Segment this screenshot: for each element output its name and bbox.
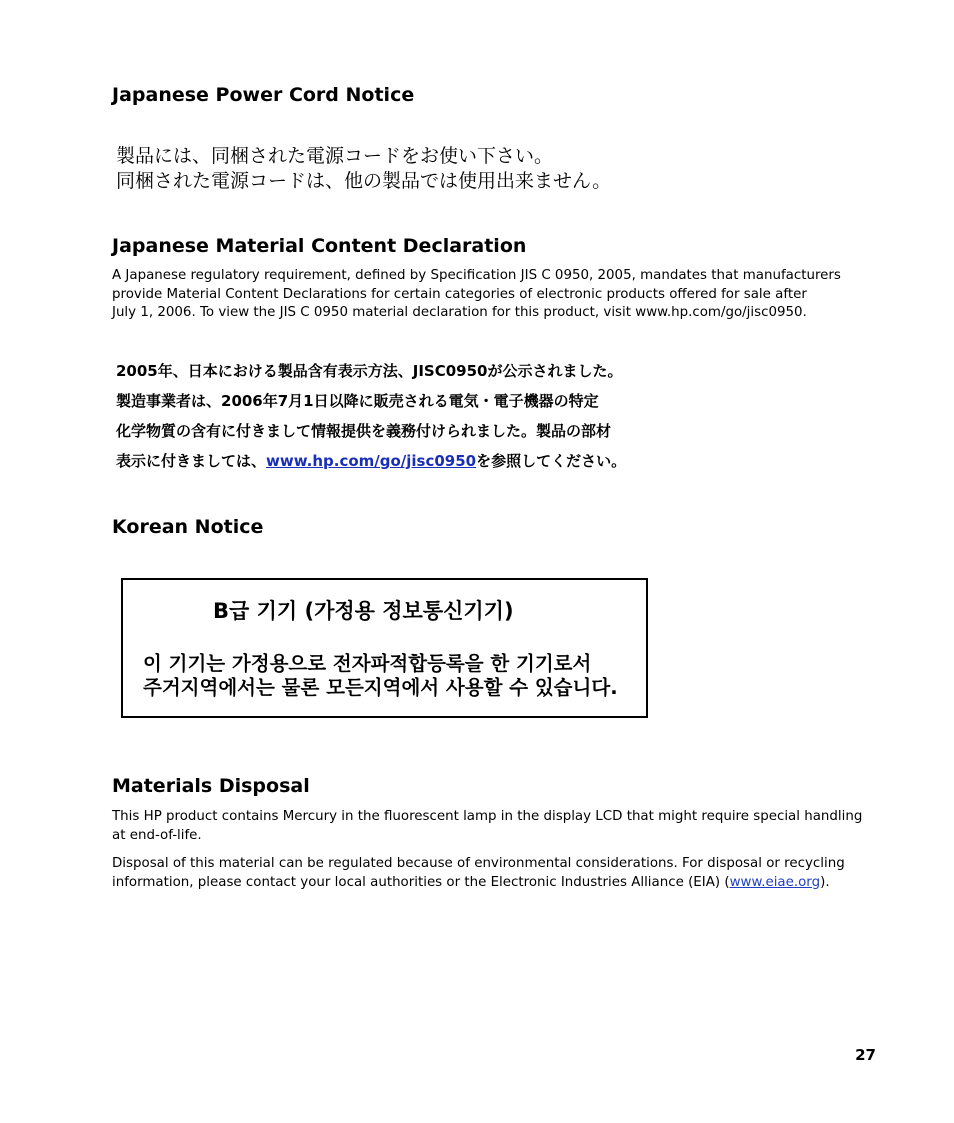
material-jp-line-4-prefix: 表示に付きましては、 <box>116 452 267 470</box>
power-cord-jp-line-2: 同梱された電源コードは、他の製品では使用出来ません。 <box>116 170 612 192</box>
korean-notice-body <box>143 652 618 700</box>
material-jp-line-4 <box>116 446 626 476</box>
korean-notice-title: B급 기기 (가정용 정보통신기기) <box>213 599 514 623</box>
japanese-power-cord-text <box>116 144 611 194</box>
material-content-paragraph <box>112 267 872 323</box>
disposal-p2-line-2-prefix: information, please contact your local authorities or the Electronic Industries Alliance (EIA) ( <box>112 874 730 890</box>
page-number: 27 <box>855 1046 876 1064</box>
korean-notice-line-1: 이 기기는 가정용으로 전자파적합등록을 한 기기로서 <box>143 652 592 675</box>
disposal-p1-line-2: at end-of-life. <box>112 827 202 843</box>
heading-japanese-power-cord-notice: Japanese Power Cord Notice <box>112 84 415 106</box>
material-jp-line-1: 2005年、日本における製品含有表示方法、JISC0950が公示されました。 <box>116 362 623 380</box>
disposal-p2-line-2 <box>112 874 872 893</box>
disposal-paragraph-1 <box>112 808 872 845</box>
material-content-line-1: A Japanese regulatory requirement, defined by Specification JIS C 0950, 2005, mandates that manufacturers <box>112 268 841 283</box>
korean-notice-line-2: 주거지역에서는 물론 모든지역에서 사용할 수 있습니다. <box>143 676 618 699</box>
material-jp-line-3: 化学物質の含有に付きまして情報提供を義務付けられました。製品の部材 <box>116 422 612 440</box>
heading-japanese-material-content-declaration: Japanese Material Content Declaration <box>112 235 527 257</box>
heading-korean-notice: Korean Notice <box>112 516 264 538</box>
material-content-line-2: provide Material Content Declarations for certain categories of electronic products offered for sale after <box>112 286 807 302</box>
material-jp-line-4-suffix: を参照してください。 <box>476 452 627 470</box>
disposal-p1-line-1: This HP product contains Mercury in the fluorescent lamp in the display LCD that might require special handling <box>112 809 863 824</box>
material-jp-line-2: 製造事業者は、2006年7月1日以降に販売される電気・電子機器の特定 <box>116 392 599 410</box>
disposal-paragraph-2 <box>112 855 872 892</box>
jisc0950-link[interactable]: www.hp.com/go/jisc0950 <box>266 452 477 470</box>
power-cord-jp-line-1: 製品には、同梱された電源コードをお使い下さい。 <box>116 145 554 167</box>
eiae-link[interactable]: www.eiae.org <box>729 874 821 890</box>
material-content-line-3: July 1, 2006. To view the JIS C 0950 material declaration for this product, visit www.hp.com/go/jisc0950. <box>112 305 807 321</box>
japanese-material-declaration-text <box>116 356 626 476</box>
disposal-p2-line-1: Disposal of this material can be regulated because of environmental considerations. For disposal or recycling <box>112 856 845 871</box>
korean-notice-box <box>121 578 648 718</box>
heading-materials-disposal: Materials Disposal <box>112 775 310 797</box>
disposal-p2-line-2-suffix: ). <box>820 874 830 890</box>
